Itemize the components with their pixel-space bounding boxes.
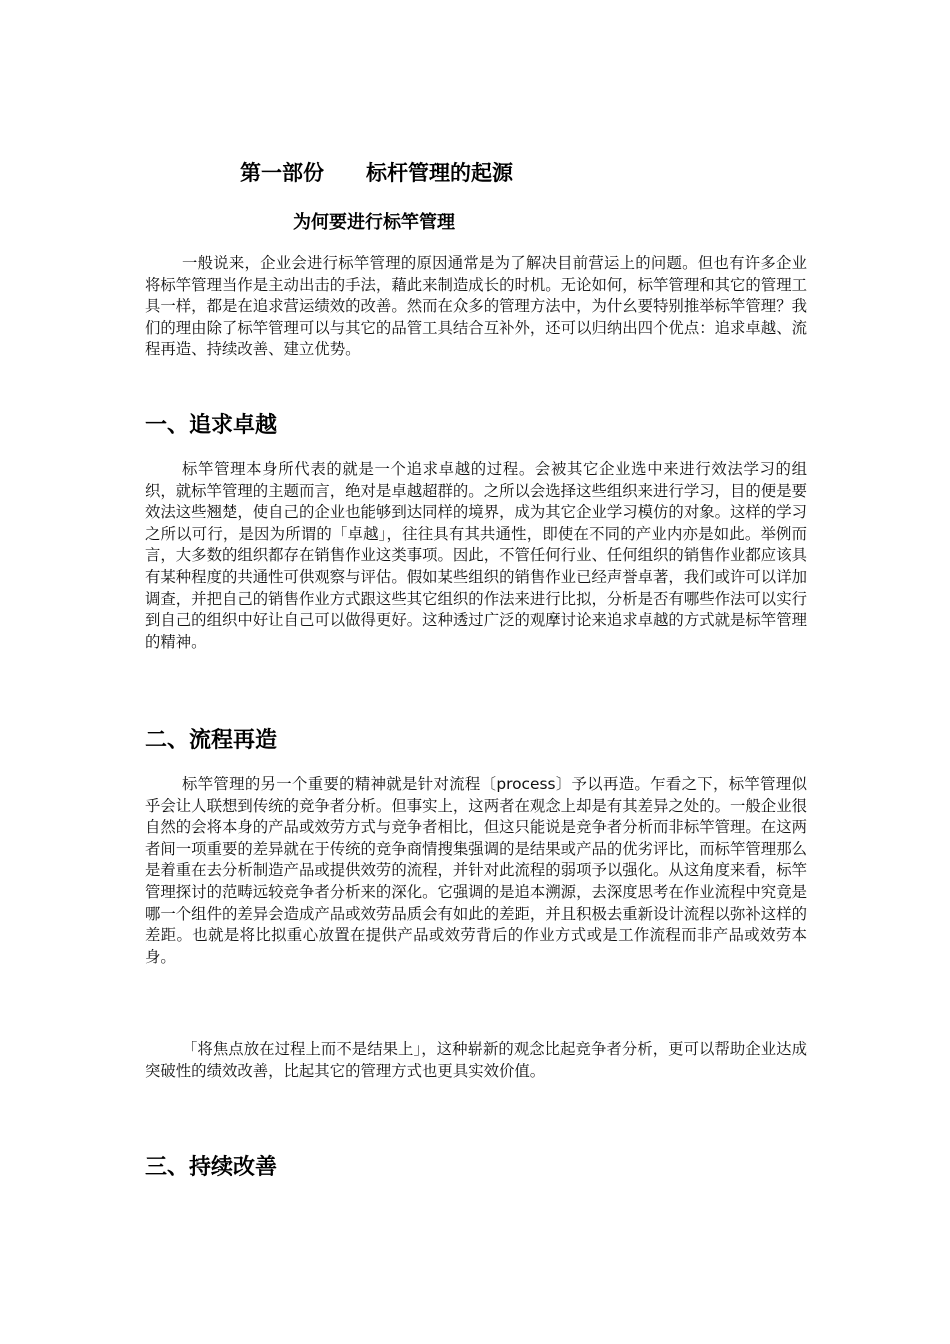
section2-text-after: 〕予以再造。乍看之下，标竿管理似乎会让人联想到传统的竞争者分析。但事实上，这两者在观念上却是有其差异之处的。一般企业很自然的会将本身的产品或效劳方式与竞争者相比，但这只能说是竞争者分析而非标竿管理。在这两者间一项重要的差异就在于传统的竞争商情搜集强调的是结果或产品的优劣评比，而标竿管理那么是着重在去分析制造产品或提供效劳的流程，并针对此流程的弱项予以强化。从这角度来看，标竿管理探讨的范畴远较竞争者分析来的深化。它强调的是追本溯源，去深度思考在作业流程中究竟是哪一个组件的差异会造成产品或效劳品质会有如此的差距，并且积极去重新设计流程以弥补这样的差距。也就是将比拟重心放置在提供产品或效劳背后的作业方式或是工作流程而非产品或效劳本身。 xyxy=(145,775,807,966)
process-term: process xyxy=(496,775,556,793)
intro-paragraph: 一般说来，企业会进行标竿管理的原因通常是为了解决目前营运上的问题。但也有许多企业将标竿管理当作是主动出击的手法，藉此来制造成长的时机。无论如何，标竿管理和其它的管理工具一样，都是在追求营运绩效的改善。然而在众多的管理方法中，为什幺要特别推举标竿管理？我们的理由除了标竿管理可以与其它的品管工具结合互补外，还可以归纳出四个优点：追求卓越、流程再造、持续改善、建立优势。 xyxy=(145,254,807,359)
section-heading-continuous-improvement: 三、持续改善 xyxy=(145,1155,278,1180)
section2-text-before: 标竿管理的另一个重要的精神就是针对流程〔 xyxy=(182,775,497,793)
section-heading-process-reengineering: 二、流程再造 xyxy=(145,728,278,753)
section1-paragraph: 标竿管理本身所代表的就是一个追求卓越的过程。会被其它企业选中来进行效法学习的组织，就标竿管理的主题而言，绝对是卓越超群的。之所以会选择这些组织来进行学习，目的便是要效法这些翘楚，使自己的企业也能够到达同样的境界，成为其它企业学习模仿的对象。这样的学习之所以可行，是因为所谓的「卓越」，往往具有其共通性，即使在不同的产业内亦是如此。举例而言，大多数的组织都存在销售作业这类事项。因此，不管任何行业、任何组织的销售作业都应该具有某种程度的共通性可供观察与评估。假如某些组织的销售作业已经声誉卓著，我们或许可以详加调查，并把自己的销售作业方式跟这些其它组织的作法来进行比拟，分析是否有哪些作法可以实行到自己的组织中好让自己可以做得更好。这种透过广泛的观摩讨论来追求卓越的方式就是标竿管理的精神。 xyxy=(145,460,807,651)
section-heading-pursue-excellence: 一、追求卓越 xyxy=(145,413,278,438)
section2-paragraph xyxy=(145,774,807,968)
page-title: 第一部份 标杆管理的起源 xyxy=(240,161,513,185)
section2-quote-paragraph: 「将焦点放在过程上而不是结果上」，这种崭新的观念比起竞争者分析，更可以帮助企业达成突破性的绩效改善，比起其它的管理方式也更具实效价值。 xyxy=(145,1040,807,1080)
page-subtitle: 为何要进行标竿管理 xyxy=(293,212,455,233)
